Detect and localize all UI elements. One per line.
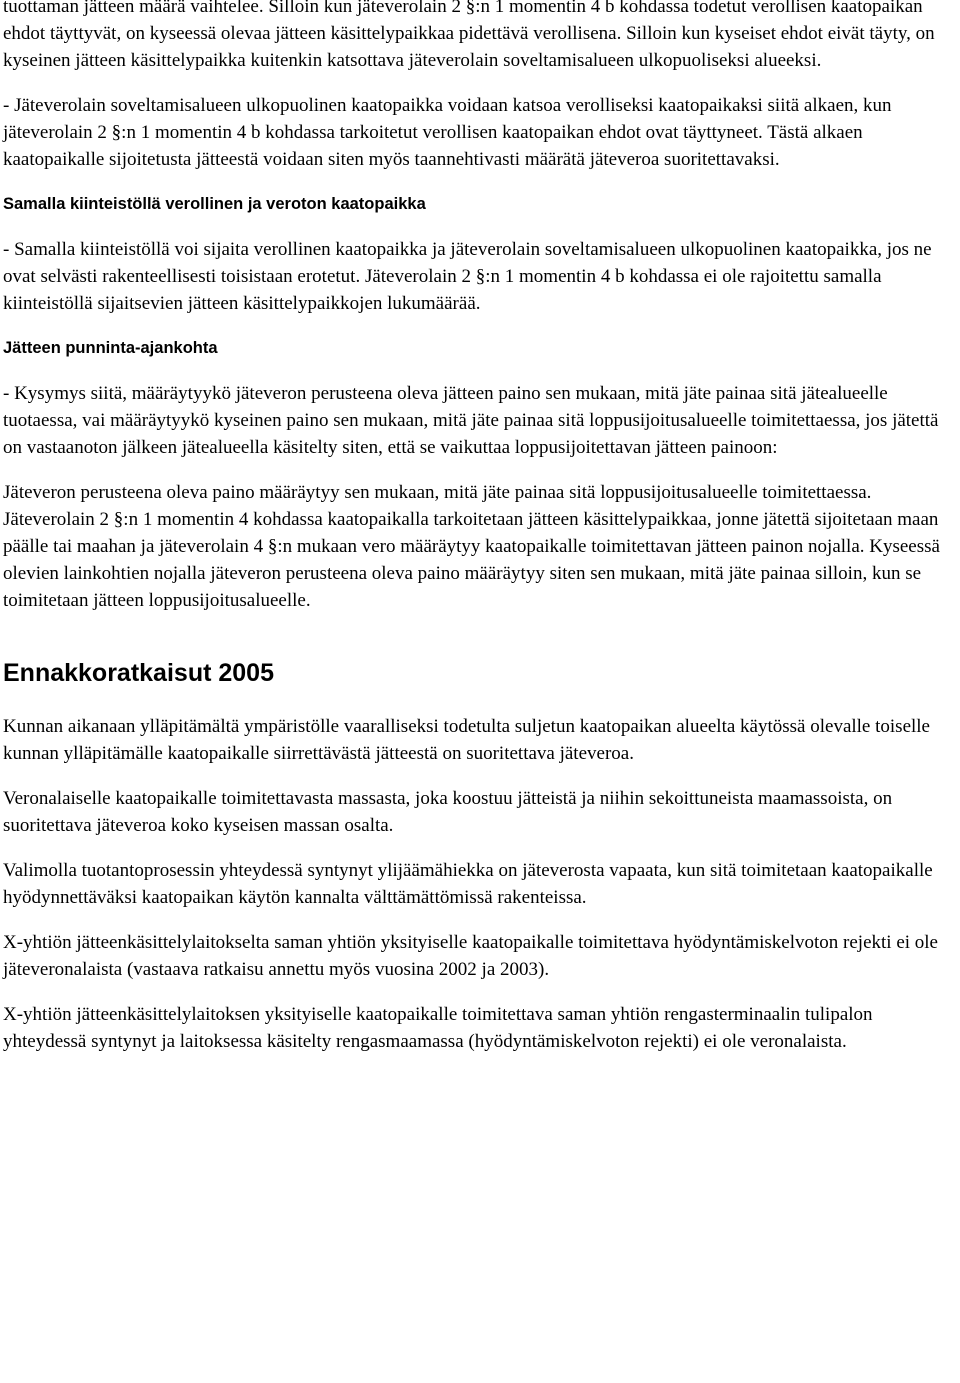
paragraph-ruling-mixed-mass: Veronalaiselle kaatopaikalle toimitettavasta massasta, joka koostuu jätteistä ja niihin sekoittuneista maamassoista, on suoritettava jäteveroa koko kyseisen massan osalta. <box>3 788 893 836</box>
heading-advance-rulings-2005: Ennakkoratkaisut 2005 <box>3 659 274 687</box>
paragraph-same-property: - Samalla kiinteistöllä voi sijaita verollinen kaatopaikka ja jäteverolain soveltamisalueen ulkopuolinen kaatopaikka, jos ne ovat selvästi rakenteellisesti toisistaan erotetut. Jäteverolain 2 §:n 1 momentin 4 b kohdassa ei ole rajoitettu samalla kiinteistöllä sijaitsevien jätteen käsittelypaikkojen lukumäärää. <box>3 239 932 314</box>
paragraph-ruling-municipal-landfill: Kunnan aikanaan ylläpitämältä ympäristölle vaaralliseksi todetulta suljetun kaatopaikan alueelta käytössä olevalle toiselle kunnan ylläpitämälle kaatopaikalle siirrettävästä jätteestä on suoritettava jäteveroa. <box>3 716 930 764</box>
paragraph-intro-continuation: tuottaman jätteen määrä vaihtelee. Silloin kun jäteverolain 2 §:n 1 momentin 4 b kohdassa todetut verollisen kaatopaikan ehdot täyttyvät, on kyseessä olevaa jätteen käsittelypaikkaa pidettävä verollisena. Silloin kun kyseiset ehdot eivät täyty, on kyseinen jätteen käsittelypaikka kuitenkin katsottava jäteverolain soveltamisalueen ulkopuoliseksi alueeksi. <box>3 0 935 71</box>
heading-weighing-time: Jätteen punninta-ajankohta <box>3 339 218 357</box>
paragraph-outside-scope-landfill: - Jäteverolain soveltamisalueen ulkopuolinen kaatopaikka voidaan katsoa verolliseksi kaatopaikaksi siitä alkaen, kun jäteverolain 2 §:n 1 momentin 4 b kohdassa tarkoitetut verollisen kaatopaikan ehdot ovat täyttyneet. Tästä alkaen kaatopaikalle sijoitetusta jätteestä voidaan siten myös taannehtivasti määrätä jäteveroa suoritettavaksi. <box>3 95 892 170</box>
paragraph-ruling-reject: X-yhtiön jätteenkäsittelylaitokselta saman yhtiön yksityiselle kaatopaikalle toimitettava hyödyntämiskelvoton rejekti ei ole jäteveronalaista (vastaava ratkaisu annettu myös vuosina 2002 ja 2003). <box>3 932 938 980</box>
paragraph-ruling-tyre-fire: X-yhtiön jätteenkäsittelylaitoksen yksityiselle kaatopaikalle toimitettava saman yhtiön rengasterminaalin tulipalon yhteydessä syntynyt ja laitoksessa käsitelty rengasmaamassa (hyödyntämiskelvoton rejekti) ei ole veronalaista. <box>3 1004 873 1052</box>
paragraph-weighing-question: - Kysymys siitä, määräytyykö jäteveron perusteena oleva jätteen paino sen mukaan, mitä jäte painaa sitä jätealueelle tuotaessa, vai määräytyykö kyseinen paino sen mukaan, mitä jäte painaa sitä loppusijoitusalueelle toimitettaessa, jos jätettä on vastaanoton jälkeen jätealueella käsitelty siten, että se vaikuttaa loppusijoitettavan jätteen painoon: <box>3 383 939 458</box>
paragraph-weighing-answer: Jäteveron perusteena oleva paino määräytyy sen mukaan, mitä jäte painaa sitä loppusijoitusalueelle toimitettaessa. Jäteverolain 2 §:n 1 momentin 4 kohdassa kaatopaikalla tarkoitetaan jätteen käsittelypaikkaa, jonne jätettä sijoitetaan maan päälle tai maahan ja jäteverolain 4 §:n mukaan vero määräytyy kaatopaikalle toimitettavan jätteen painon nojalla. Kyseessä olevien lainkohtien nojalla jäteveron perusteena oleva paino määräytyy siten sen mukaan, mitä jäte painaa silloin, kun se toimitetaan jätteen loppusijoitusalueelle. <box>3 482 940 611</box>
paragraph-ruling-foundry-sand: Valimolla tuotantoprosessin yhteydessä syntynyt ylijäämähiekka on jäteverosta vapaata, kun sitä toimitetaan kaatopaikalle hyödynnettäväksi kaatopaikan käytön kannalta välttämättömissä rakenteissa. <box>3 860 933 908</box>
document-page <box>3 0 957 1073</box>
heading-same-property: Samalla kiinteistöllä verollinen ja veroton kaatopaikka <box>3 195 426 213</box>
